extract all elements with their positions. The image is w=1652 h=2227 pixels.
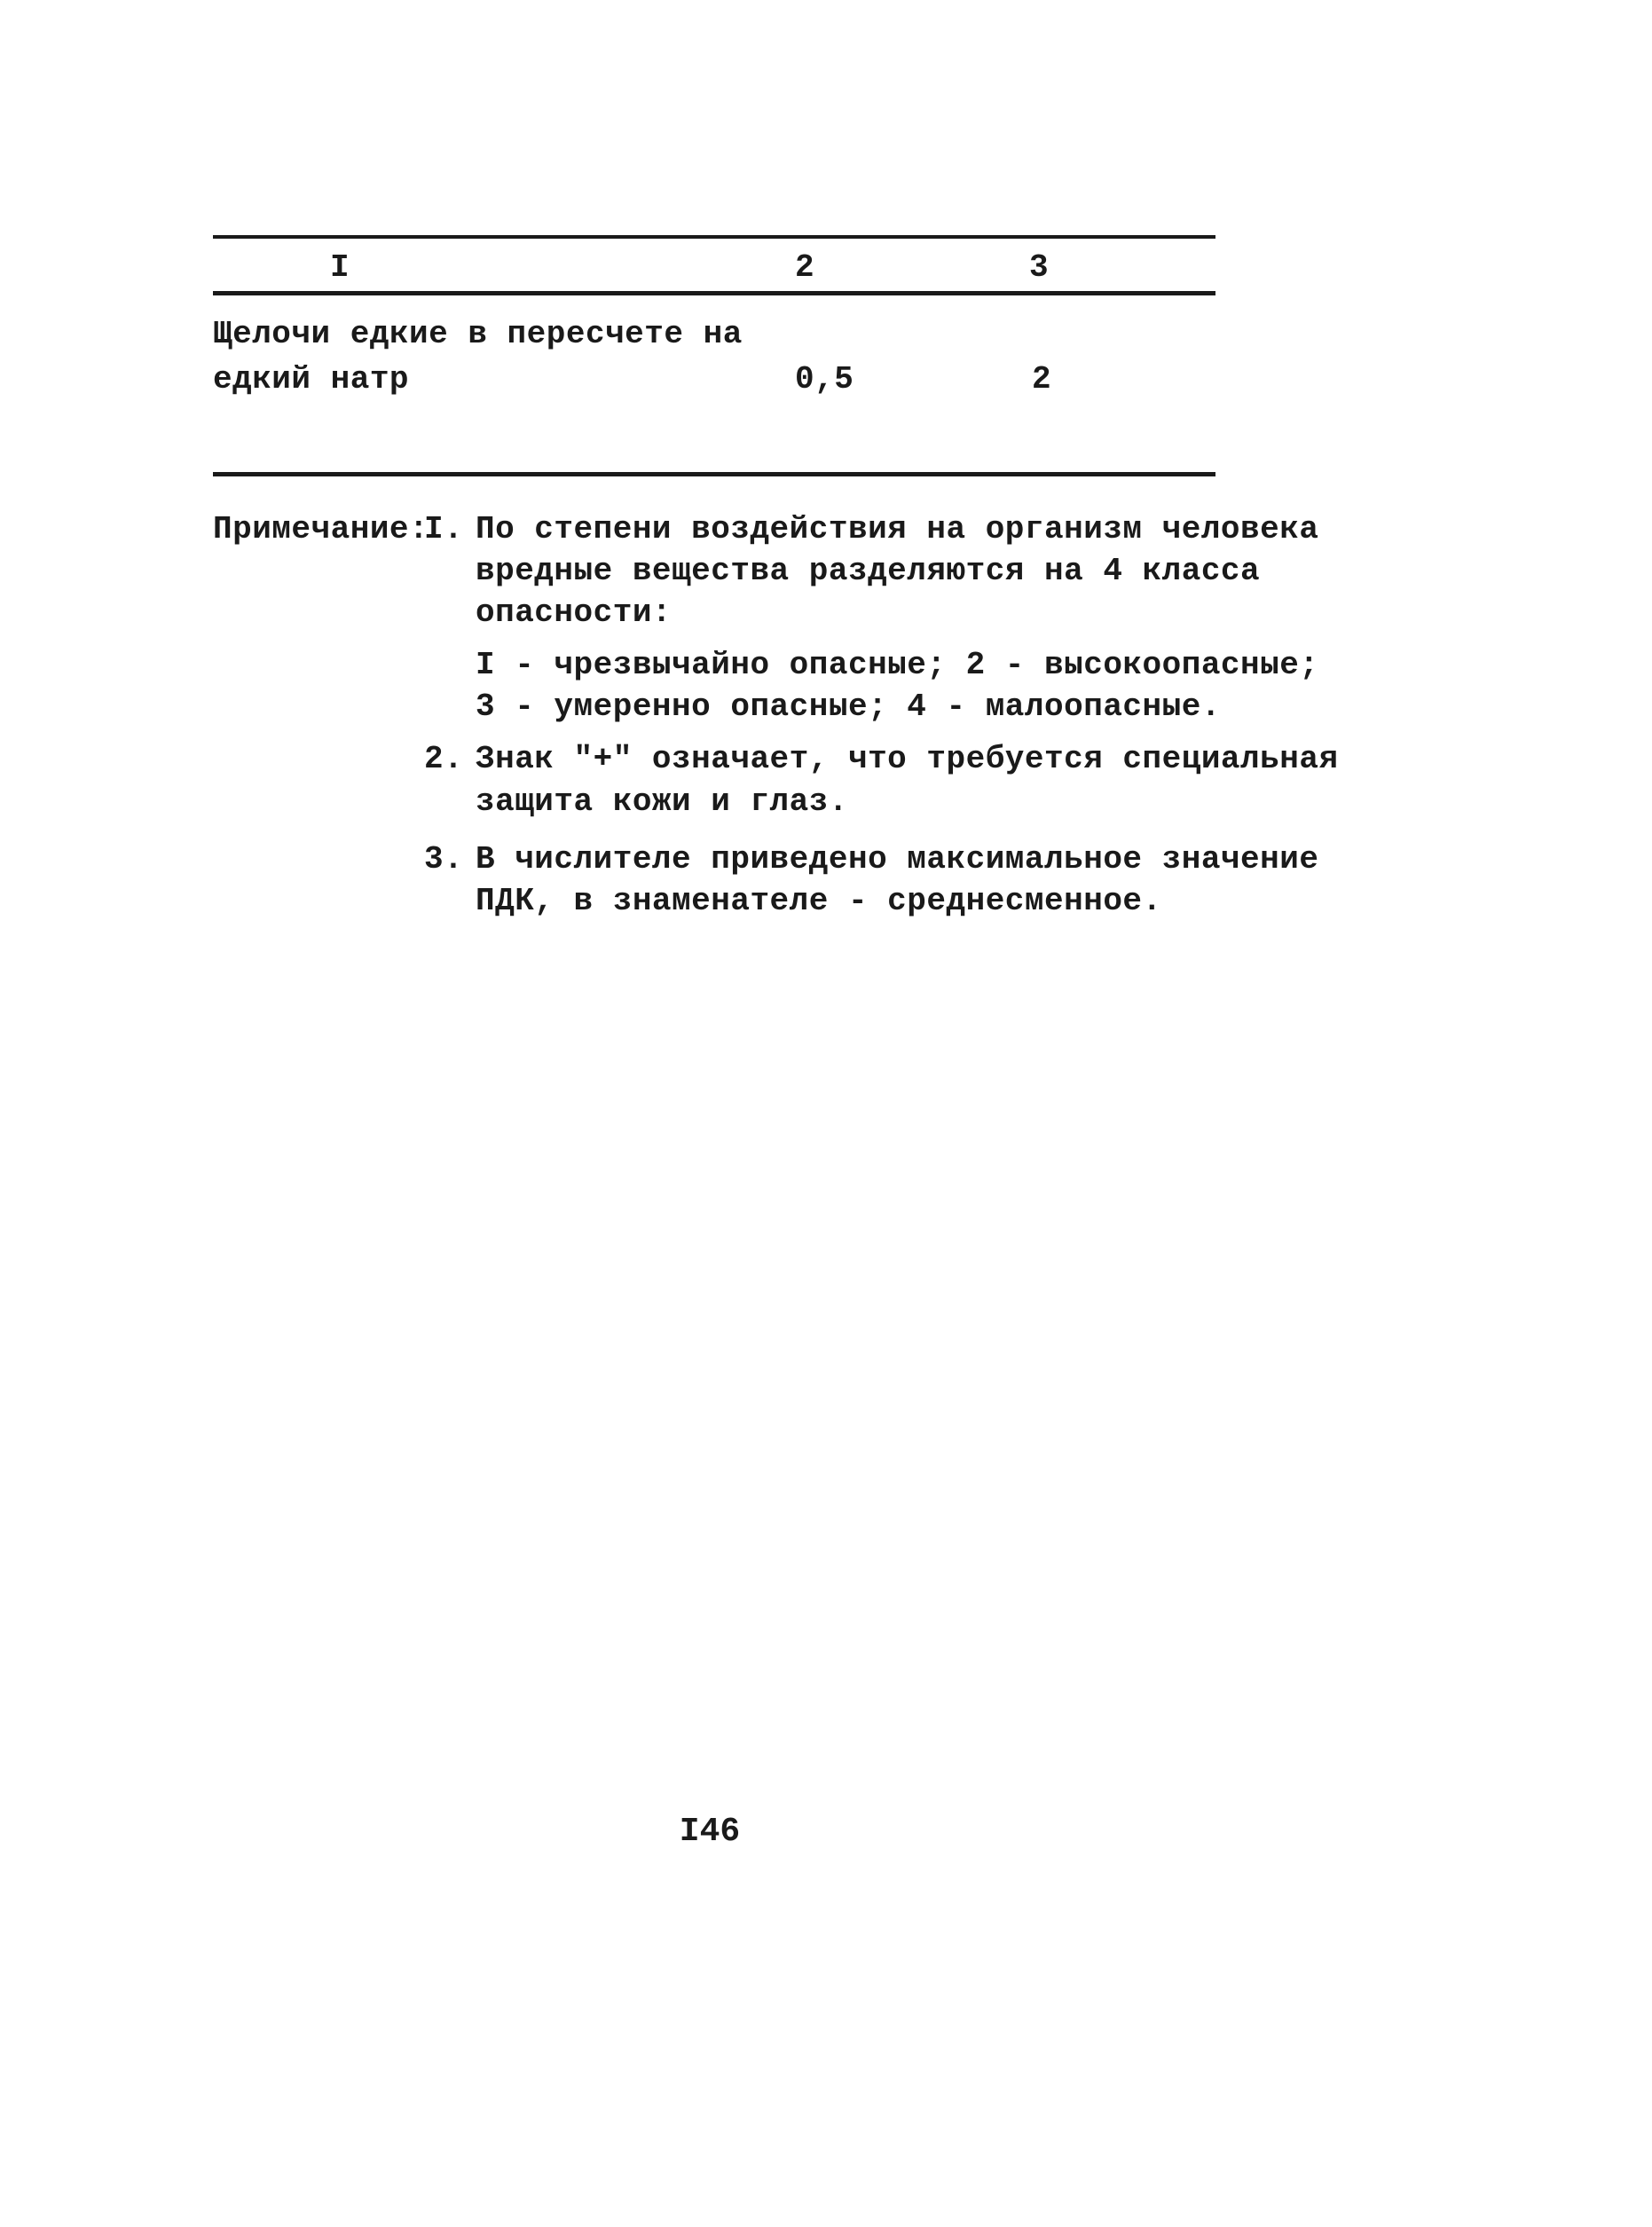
table-cell-col3: 2 [1032,361,1052,397]
table-bottom-rule [213,472,1215,476]
note-1-line-3: опасности: [476,594,673,631]
column-header-3: 3 [1029,249,1050,286]
table-cell-col2: 0,5 [795,361,854,397]
table-row-name-line-1: Щелочи едкие в пересчете на [213,316,743,352]
note-3-number: 3. [424,841,464,877]
notes-label: Примечание: [213,511,429,547]
note-2-line-1: Знак "+" означает, что требуется специальная [476,741,1339,777]
column-header-1: I [330,249,350,286]
note-2-line-2: защита кожи и глаз. [476,783,848,820]
note-3-line-1: В числителе приведено максимальное значение [476,841,1319,877]
note-1-line-1: По степени воздействия на организм человека [476,511,1319,547]
column-header-2: 2 [795,249,815,286]
note-1-classes-line-2: 3 - умеренно опасные; 4 - малоопасные. [476,689,1221,725]
note-3-line-2: ПДК, в знаменателе - среднесменное. [476,883,1162,919]
table-top-rule [213,235,1215,239]
table-row-name-line-2: едкий натр [213,361,410,397]
note-2-number: 2. [424,741,464,777]
note-1-line-2: вредные вещества разделяются на 4 класса [476,553,1261,589]
table-header-rule [213,291,1215,295]
page-number: I46 [679,1813,741,1851]
note-1-number: I. [424,511,464,547]
note-1-classes-line-1: I - чрезвычайно опасные; 2 - высокоопасные; [476,647,1319,683]
